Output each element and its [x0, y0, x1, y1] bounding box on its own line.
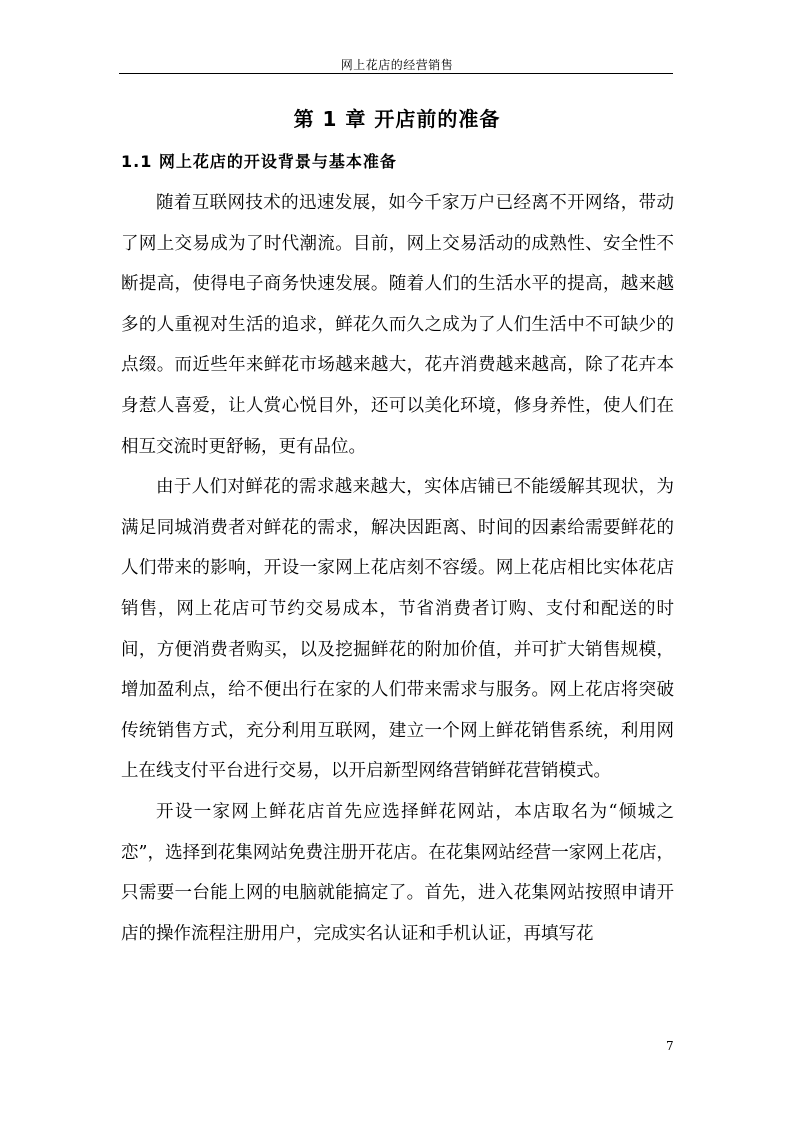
header-divider [119, 73, 673, 74]
paragraph: 随着互联网技术的迅速发展，如今千家万户已经离不开网络，带动了网上交易成为了时代潮流。目前，网上交易活动的成熟性、安全性不断提高，使得电子商务快速发展。随着人们的生活水平的提高，越来越多的人重视对生活的追求，鲜花久而久之成为了人们生活中不可缺少的点缀。而近些年来鲜花市场越来越大，花卉消费越来越高，除了花卉本身惹人喜爱，让人赏心悦目外，还可以美化环境，修身养性，使人们在相互交流时更舒畅，更有品位。 [121, 193, 674, 457]
chapter-title: 第 1 章 开店前的准备 [293, 107, 501, 131]
page-number: 7 [666, 1039, 674, 1053]
paragraph: 由于人们对鲜花的需求越来越大，实体店铺已不能缓解其现状，为满足同城消费者对鲜花的需求，解决因距离、时间的因素给需要鲜花的人们带来的影响，开设一家网上花店刻不容缓。网上花店相比实体花店销售，网上花店可节约交易成本，节省消费者订购、支付和配送的时间，方便消费者购买，以及挖掘鲜花的附加价值，并可扩大销售规模，增加盈利点，给不便出行在家的人们带来需求与服务。网上花店将突破传统销售方式，充分利用互联网，建立一个网上鲜花销售系统，利用网上在线支付平台进行交易，以开启新型网络营销鲜花营销模式。 [121, 477, 674, 782]
running-header: 网上花店的经营销售 [340, 58, 454, 72]
body-text [121, 183, 674, 954]
section-title: 1.1 网上花店的开设背景与基本准备 [121, 152, 397, 171]
paragraph: 开设一家网上鲜花店首先应选择鲜花网站，本店取名为“倾城之恋”，选择到花集网站免费注册开花店。在花集网站经营一家网上花店，只需要一台能上网的电脑就能搞定了。首先，进入花集网站按照申请开店的操作流程注册用户，完成实名认证和手机认证，再填写花 [121, 801, 674, 944]
